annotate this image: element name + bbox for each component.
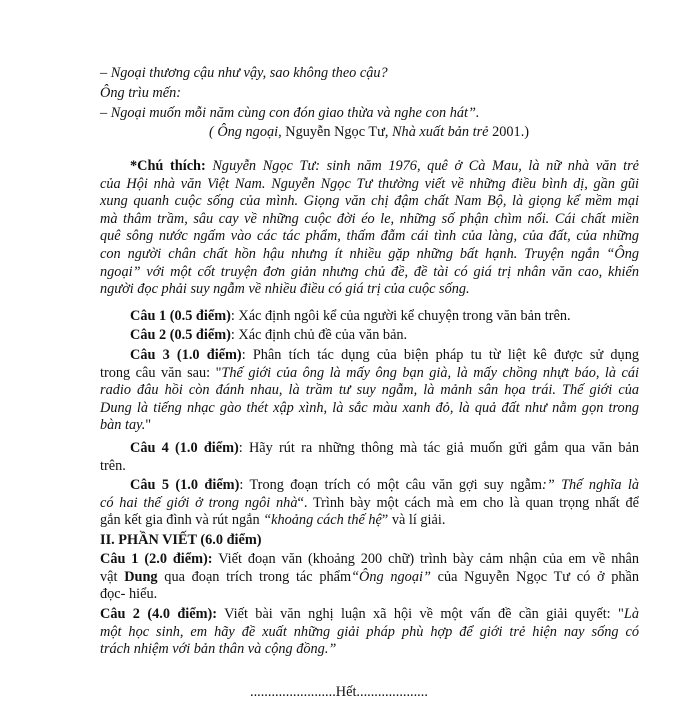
reading-question-2: Câu 2 (0.5 điểm): Xác định chủ đề của văn bản.	[130, 327, 408, 343]
writing-question-1: Câu 1 (2.0 điểm): Viết đoạn văn (khoảng 200 chữ) trình bày cảm nhận của em về nhân vật Dung qua đoạn trích trong tác phẩm“Ông ngoại” của Nguyễn Ngọc Tư có ở phần đọc- hiểu.	[100, 551, 640, 603]
note-line: người đọc phải suy ngẫm về nhiều điều có giá trị của cuộc sống.	[100, 281, 470, 298]
note-line: con người chân chất hồn hậu nhưng ít nhiều gặp những bất hạnh. Truyện ngắn “Ông	[100, 245, 639, 262]
dialogue-line-2: Ông trìu mến:	[100, 85, 182, 101]
reading-question-3: Câu 3 (1.0 điểm): Phân tích tác dụng của biện pháp tu từ liệt kê được sử dụng trong câu văn sau: "Thế giới của ông là mấy ông bạn già, là mấy chồng nhựt báo, là cái radio đâu hồi còn đánh nhau, là trầm tư suy ngẫm, là mảnh sân họa trái. Thế giới của Dung là tiếng nhạc gào thét xập xình, là sắc màu xanh đỏ, là quả đất như nằm gọn trong bàn tay."	[100, 347, 639, 434]
end-marker: ........................Hết....................	[250, 684, 428, 700]
note-line: *Chú thích: Nguyễn Ngọc Tư: sinh năm 1976, quê ở Cà Mau, là nữ nhà văn trẻ	[130, 158, 639, 174]
writing-question-2: Câu 2 (4.0 điểm): Viết bài văn nghị luận xã hội về một vấn đề cần giải quyết: "Là một học sinh, em hãy đề xuất những giải pháp phù hợp để giới trẻ hiện nay sống có trách nhiệm với bản thân và cộng đồng.”	[100, 606, 639, 658]
source-citation	[209, 124, 529, 142]
author-note	[100, 158, 639, 299]
reading-question-4: Câu 4 (1.0 điểm): Hãy rút ra những thông mà tác giả muốn gửi gắm qua văn bản trên.	[100, 440, 639, 474]
source-author: Nguyễn Ngọc Tư,	[285, 124, 389, 140]
writing-section-heading: II. PHẦN VIẾT (6.0 điểm)	[100, 532, 262, 548]
note-line: quê sông nước ngấm vào các tác phẩm, thấm đẫm cái tình của làng, của đất, của những	[100, 228, 639, 245]
note-line: xung quanh cuộc sống của mình. Giọng văn chị đậm chất Nam Bộ, là giọng kể mềm mại	[100, 193, 639, 210]
source-publisher: Nhà xuất bản trẻ	[392, 124, 489, 140]
note-line: mà thâm trầm, sâu cay về những cuộc đời éo le, những số phận chìm nổi. Cái chất miền	[100, 210, 639, 227]
source-title: ( Ông ngoại,	[209, 124, 282, 140]
note-label: *Chú thích:	[130, 158, 206, 174]
source-year: 2001.)	[492, 124, 530, 140]
note-line: ngoại” với một cốt truyện đơn giản nhưng chủ đề, đề tài có giá trị nhân văn cao, khiến	[100, 263, 639, 280]
reading-question-5: Câu 5 (1.0 điểm): Trong đoạn trích có một câu văn gợi suy ngẫm:” Thế nghĩa là có hai thế giới ở trong ngôi nhà“. Trình bày một cách mà em cho là quan trọng nhất để gắn kết gia đình và rút ngắn “khoảng cách thế hệ” và lí giải.	[100, 477, 640, 529]
dialogue-line-3: – Ngoại muốn mỗi năm cùng con đón giao thừa và nghe con hát”.	[100, 105, 480, 121]
dialogue-line-1: – Ngoại thương cậu như vậy, sao không theo cậu?	[100, 65, 388, 81]
note-line: của Hội nhà văn Việt Nam. Nguyễn Ngọc Tư thường viết về những điều bình dị, gần gũi	[100, 175, 639, 192]
reading-question-1: Câu 1 (0.5 điểm): Xác định ngôi kể của người kể chuyện trong văn bản trên.	[130, 308, 571, 324]
